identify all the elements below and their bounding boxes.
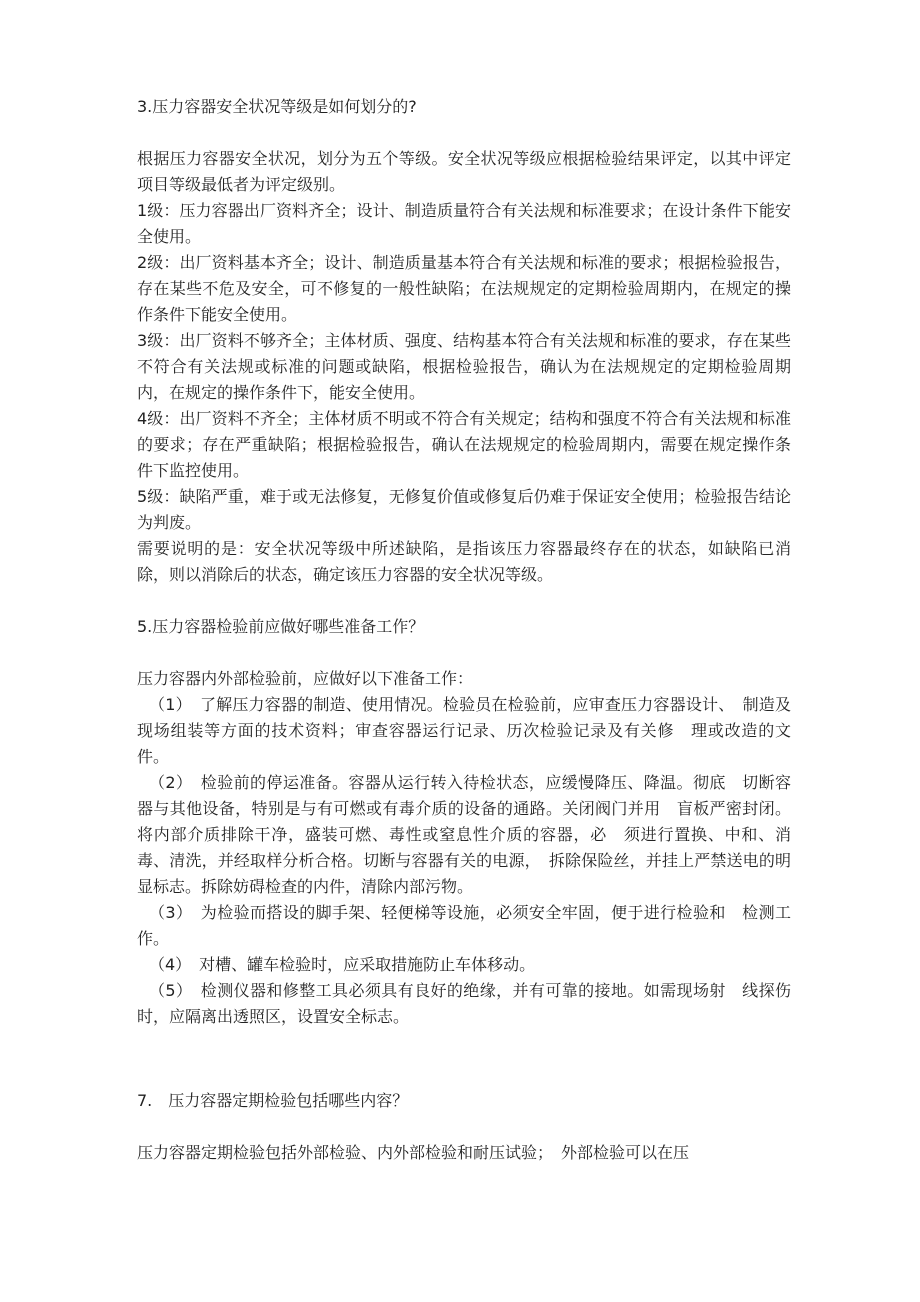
level-3-paragraph: 3级：出厂资料不够齐全；主体材质、强度、结构基本符合有关法规和标准的要求，存在某些不符合有关法规或标准的问题或缺陷，根据检验报告，确认为在法规规定的定期检验周期内，在规定的操作条件下，能安全使用。 bbox=[137, 331, 791, 402]
section-heading-7: 7. 压力容器定期检验包括哪些内容？ bbox=[137, 1091, 409, 1110]
section-heading-3: 3.压力容器安全状况等级是如何划分的? bbox=[137, 97, 417, 116]
level-1-paragraph: 1级：压力容器出厂资料齐全；设计、制造质量符合有关法规和标准要求；在设计条件下能安全使用。 bbox=[137, 201, 791, 246]
paragraph-intro-levels: 根据压力容器安全状况，划分为五个等级。安全状况等级应根据检验结果评定，以其中评定项目等级最低者为评定级别。 bbox=[137, 149, 791, 194]
section-heading-5: 5.压力容器检验前应做好哪些准备工作？ bbox=[137, 617, 425, 636]
note-paragraph: 需要说明的是：安全状况等级中所述缺陷，是指该压力容器最终存在的状态，如缺陷已消除，则以消除后的状态，确定该压力容器的安全状况等级。 bbox=[137, 539, 791, 584]
blank-space bbox=[137, 1030, 791, 1088]
blank-line bbox=[137, 1114, 791, 1140]
preparation-item-1: （1） 了解压力容器的制造、使用情况。检验员在检验前，应审查压力容器设计、 制造及现场组装等方面的技术资料；审查容器运行记录、历次检验记录及有关修 理或改造的文件。 bbox=[137, 695, 791, 766]
blank-line bbox=[137, 120, 791, 146]
paragraph-periodic-inspection: 压力容器定期检验包括外部检验、内外部检验和耐压试验； 外部检验可以在压 bbox=[137, 1143, 690, 1162]
level-5-paragraph: 5级：缺陷严重，难于或无法修复，无修复价值或修复后仍难于保证安全使用；检验报告结论为判废。 bbox=[137, 487, 791, 532]
preparation-item-2: （2） 检验前的停运准备。容器从运行转入待检状态，应缓慢降压、降温。彻底 切断容器与其他设备，特别是与有可燃或有毒介质的设备的通路。关闭阀门并用 盲板严密封闭。将内部介质排除干净，盛装可燃、毒性或窒息性介质的容器，必 须进行置换、中和、消毒、清洗，并经取样分析合格。切断与容器有关的电源， 拆除保险丝，并挂上严禁送电的明显标志。拆除妨碍检查的内件，清除内部污物。 bbox=[137, 773, 791, 896]
preparation-item-4: （4） 对槽、罐车检验时，应采取措施防止车体移动。 bbox=[149, 955, 536, 974]
blank-line bbox=[137, 588, 791, 614]
document-body bbox=[137, 94, 791, 1166]
level-2-paragraph: 2级：出厂资料基本齐全；设计、制造质量基本符合有关法规和标准的要求；根据检验报告，存在某些不危及安全，可不修复的一般性缺陷；在法规规定的定期检验周期内，在规定的操作条件下能安全使用。 bbox=[137, 253, 791, 324]
paragraph-intro-preparation: 压力容器内外部检验前，应做好以下准备工作： bbox=[137, 669, 474, 688]
preparation-item-5: （5） 检测仪器和修整工具必须具有良好的绝缘，并有可靠的接地。如需现场射 线探伤时，应隔离出透照区，设置安全标志。 bbox=[137, 981, 791, 1026]
level-4-paragraph: 4级：出厂资料不齐全；主体材质不明或不符合有关规定；结构和强度不符合有关法规和标准的要求；存在严重缺陷；根据检验报告，确认在法规规定的检验周期内，需要在规定操作条件下监控使用。 bbox=[137, 409, 791, 480]
blank-line bbox=[137, 640, 791, 666]
preparation-item-3: （3） 为检验而搭设的脚手架、轻便梯等设施，必须安全牢固，便于进行检验和 检测工作。 bbox=[137, 903, 791, 948]
